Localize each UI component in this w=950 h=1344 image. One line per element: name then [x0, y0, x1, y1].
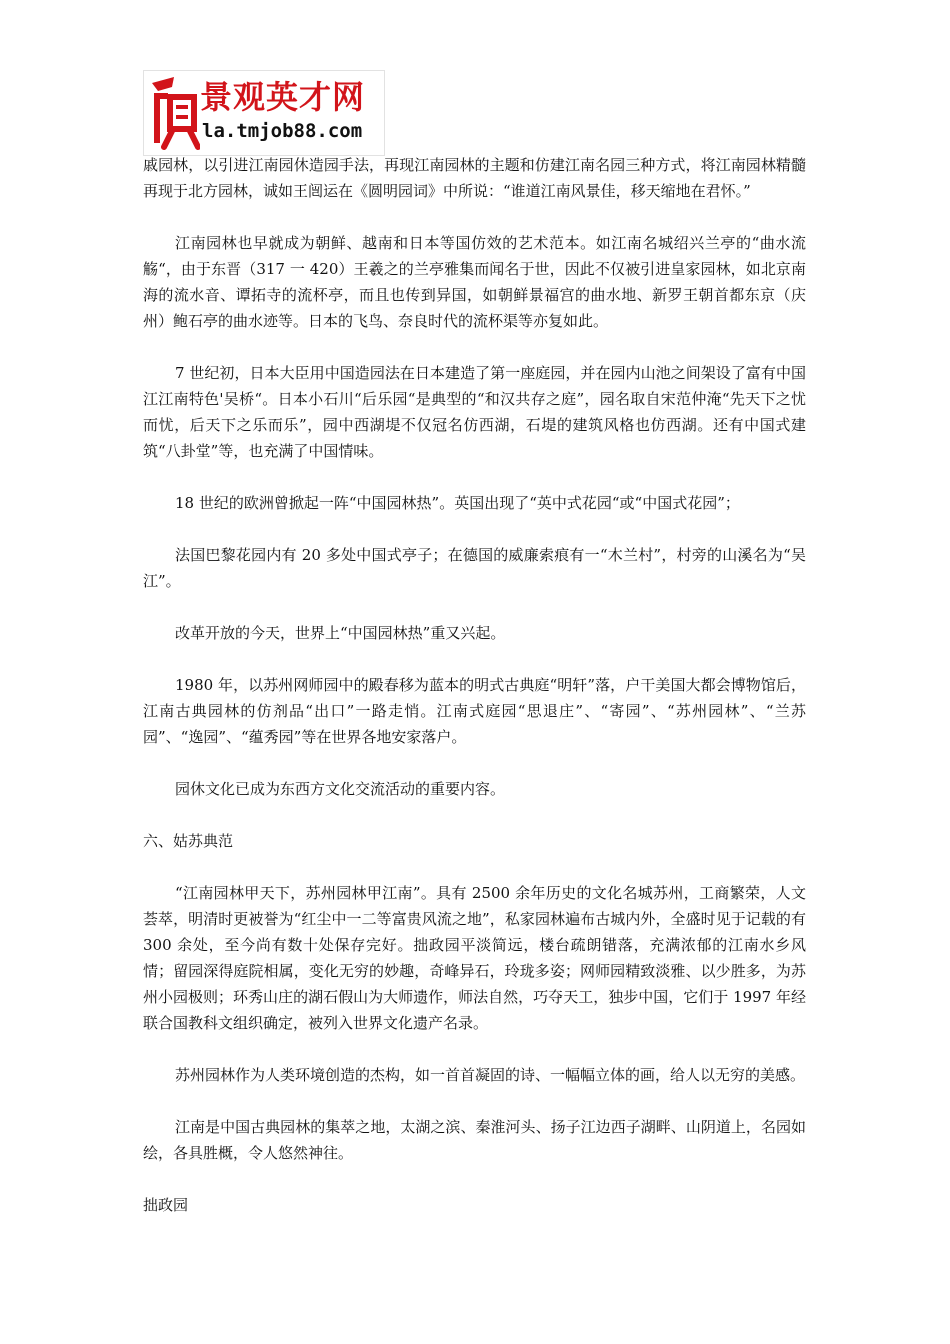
paragraph: 7 世纪初，日本大臣用中国造园法在日本建造了第一座庭园，并在园内山池之间架设了富有中国江江南特色'吴桥“。日本小石川“后乐园“是典型的“和汉共存之庭”，园名取自宋范仲淹“先天下之忧而忧，后天下之乐而乐”，园中西湖堤不仅冠名仿西湖，石堤的建筑风格也仿西湖。还有中国式建筑“八卦堂”等，也充满了中国情味。 — [143, 364, 806, 460]
logo-url: la.tmjob88.com — [202, 120, 363, 142]
paragraph: 苏州园林作为人类环境创造的杰构，如一首首凝固的诗、一幅幅立体的画，给人以无穷的美感。 — [175, 1066, 806, 1084]
paragraph: 江南园林也早就成为朝鲜、越南和日本等国仿效的艺术范本。如江南名城绍兴兰亭的“曲水流觞“，由于东晋（317 一 420）王羲之的兰亭雅集而闻名于世，因此不仅被引进皇家园林，如北京南海的流水音、谭拓寺的流杯亭，而且也传到异国，如朝鲜景福宫的曲水地、新罗王朝首都东京（庆州）鲍石亭的曲水迹等。日本的飞鸟、奈良时代的流杯渠等亦复如此。 — [143, 234, 806, 330]
paragraph: 江南是中国古典园林的集萃之地，太湖之滨、秦淮河头、扬子江边西子湖畔、山阴道上，名园如绘，各具胜概，令人悠然神往。 — [143, 1118, 806, 1162]
paragraph: 戚园林，以引进江南园休造园手法，再现江南园林的主题和仿建江南名园三种方式，将江南园林精髓再现于北方园林，诚如王闿运在《圆明园词》中所说：“谁道江南风景佳，移天缩地在君怀。” — [143, 156, 806, 200]
article-body — [143, 152, 806, 1244]
site-logo — [143, 70, 385, 156]
paragraph: 法国巴黎花园内有 20 多处中国式亭子；在德国的威廉索痕有一“木兰村”，村旁的山溪名为“吴江”。 — [143, 546, 806, 590]
paragraph: 改革开放的今天，世界上“中国园林热”重又兴起。 — [175, 624, 506, 642]
paragraph: 1980 年，以苏州网师园中的殿春移为蓝本的明式古典庭“明轩”落，户干美国大都会博物馆后，江南古典园林的仿剂品“出口”一路走悄。江南式庭园“思退庄”、“寄园”、“苏州园林”、“兰苏园”、“逸园”、“蕴秀园”等在世界各地安家落户。 — [143, 676, 806, 746]
section-heading: 六、姑苏典范 — [143, 832, 234, 850]
sub-heading: 拙政园 — [143, 1196, 189, 1214]
paragraph: 园休文化已成为东西方文化交流活动的重要内容。 — [175, 780, 506, 798]
paragraph: 18 世纪的欧洲曾掀起一阵“中国园林热”。英国出现了“英中式花园“或“中国式花园”； — [175, 494, 740, 512]
logo-emblem-icon — [146, 73, 200, 153]
paragraph: “江南园林甲天下，苏州园林甲江南”。具有 2500 余年历史的文化名城苏州，工商繁荣，人文荟萃，明清时更被誉为“红尘中一二等富贵风流之地”，私家园林遍布古城内外，全盛时见于记载的有 300 余处，至今尚有数十处保存完好。拙政园平淡简远，楼台疏朗错落，充满浓郁的江南水乡风情；留园深得庭院相属，变化无穷的妙趣，奇峰异石，玲珑多姿；网师园精致淡雅、以少胜多，为苏州小园极则；环秀山庄的湖石假山为大师遗作，师法自然，巧夺天工，独步中国，它们于 1997 年经联合国教科文组织确定，被列入世界文化遗产名录。 — [143, 884, 806, 1032]
logo-site-name: 景观英才网 — [200, 78, 366, 116]
